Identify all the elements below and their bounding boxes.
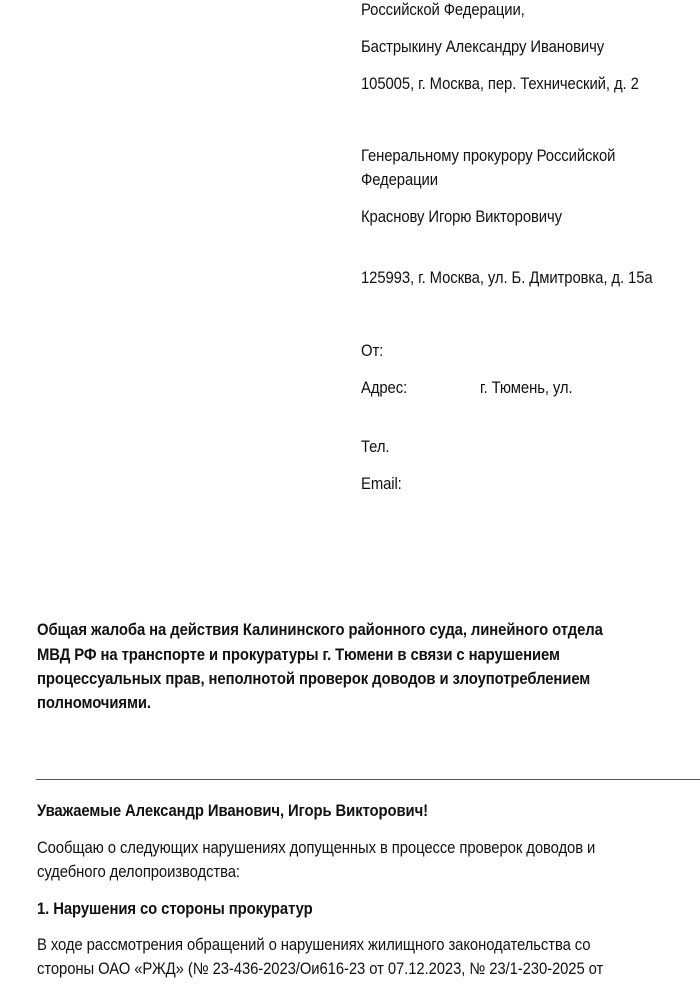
sender-address-value: г. Тюмень, ул.	[480, 379, 573, 397]
addressee2-title-line1: Генеральному прокурору Российской	[361, 147, 616, 165]
addressee2-name: Краснову Игорю Викторовичу	[361, 208, 562, 226]
document-title-line: процессуальных прав, неполнотой проверок доводов и злоупотреблением	[37, 670, 591, 688]
intro-line: Сообщаю о следующих нарушениях допущенных в процессе проверок доводов и	[37, 839, 596, 857]
sender-from-label: От:	[361, 342, 384, 360]
sender-phone-label: Тел.	[361, 438, 390, 456]
addressee1-address: 105005, г. Москва, пер. Технический, д. 2	[361, 75, 639, 93]
addressee1-org-line: Российской Федерации,	[361, 1, 525, 19]
document-title-line: полномочиями.	[37, 694, 151, 712]
addressee1-name: Бастрыкину Александру Ивановичу	[361, 38, 605, 56]
document-title-line: МВД РФ на транспорте и прокуратуры г. Тюмени в связи с нарушением	[37, 646, 560, 664]
horizontal-divider	[36, 779, 700, 780]
document-title-line: Общая жалоба на действия Калининского районного суда, линейного отдела	[37, 621, 603, 639]
addressee2-address: 125993, г. Москва, ул. Б. Дмитровка, д. 15а	[361, 269, 653, 287]
section1-heading: 1. Нарушения со стороны прокуратур	[37, 900, 313, 918]
addressee2-title-line2: Федерации	[361, 171, 438, 189]
section1-line: стороны ОАО «РЖД» (№ 23-436-2023/Ои616-23 от 07.12.2023, № 23/1-230-2025 от	[37, 960, 604, 978]
section1-line: В ходе рассмотрения обращений о нарушениях жилищного законодательства со	[37, 936, 591, 954]
sender-email-label: Email:	[361, 475, 402, 493]
greeting: Уважаемые Александр Иванович, Игорь Викторович!	[37, 802, 428, 820]
intro-line: судебного делопроизводства:	[37, 863, 240, 881]
sender-address-label: Адрес:	[361, 379, 408, 397]
